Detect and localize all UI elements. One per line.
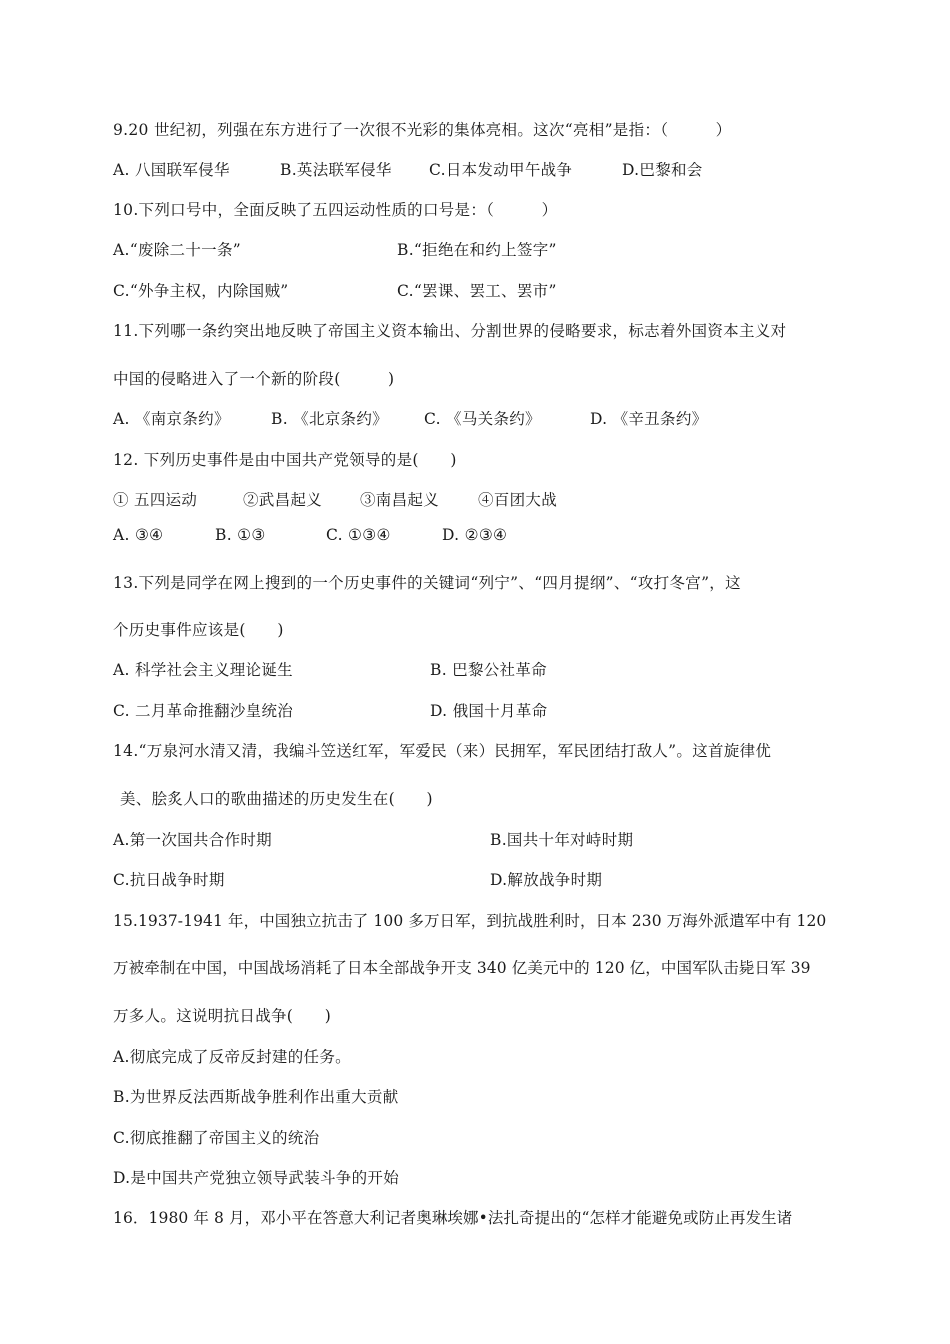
question-10-stem: 10.下列口号中，全面反映了五四运动性质的口号是：（ ） [113, 201, 558, 219]
question-12-event-4: ④百团大战 [478, 491, 558, 509]
question-9-option-a: A. 八国联军侵华 [113, 161, 230, 179]
question-9-option-b: B.英法联军侵华 [280, 161, 392, 179]
question-12-option-b: B. ①③ [215, 526, 266, 544]
question-15-option-d: D.是中国共产党独立领导武装斗争的开始 [113, 1169, 400, 1187]
question-14-option-d: D.解放战争时期 [490, 871, 603, 889]
question-11-option-d: D. 《辛丑条约》 [590, 410, 708, 428]
question-12-stem: 12. 下列历史事件是由中国共产党领导的是( ) [113, 451, 457, 469]
question-9-option-d: D.巴黎和会 [622, 161, 703, 179]
question-9-option-c: C.日本发动甲午战争 [429, 161, 573, 179]
question-14-option-c: C.抗日战争时期 [113, 871, 225, 889]
question-15-option-b: B.为世界反法西斯战争胜利作出重大贡献 [113, 1088, 399, 1106]
question-12-option-a: A. ③④ [113, 526, 164, 544]
question-15-stem-line-3: 万多人。这说明抗日战争( ) [113, 1007, 332, 1025]
question-14-option-b: B.国共十年对峙时期 [490, 831, 634, 849]
question-10-option-c: C.“外争主权，内除国贼” [113, 282, 289, 300]
question-14-stem-line-1: 14.“万泉河水清又清，我编斗笠送红军，军爱民（来）民拥军，军民团结打敌人”。这首旋律优 [113, 742, 772, 760]
question-15-stem-line-1: 15.1937-1941 年，中国独立抗击了 100 多万日军，到抗战胜利时，日本 230 万海外派遣军中有 120 [113, 912, 827, 930]
question-13-option-c: C. 二月革命推翻沙皇统治 [113, 702, 294, 720]
question-14-stem-line-2: 美、脍炙人口的歌曲描述的历史发生在( ) [120, 790, 433, 808]
question-14-option-a: A.第一次国共合作时期 [113, 831, 272, 849]
question-13-option-b: B. 巴黎公社革命 [430, 661, 547, 679]
question-12-event-1: ① 五四运动 [113, 491, 198, 509]
question-10-option-a: A.“废除二十一条” [113, 241, 241, 259]
question-9-stem: 9.20 世纪初，列强在东方进行了一次很不光彩的集体亮相。这次“亮相”是指：（ ） [113, 121, 732, 139]
question-13-option-a: A. 科学社会主义理论诞生 [113, 661, 293, 679]
question-15-option-c: C.彻底推翻了帝国主义的统治 [113, 1129, 320, 1147]
question-11-option-b: B. 《北京条约》 [271, 410, 388, 428]
question-11-option-c: C. 《马关条约》 [424, 410, 541, 428]
question-12-option-c: C. ①③④ [326, 526, 391, 544]
question-13-option-d: D. 俄国十月革命 [430, 702, 548, 720]
question-13-stem-line-2: 个历史事件应该是( ) [113, 621, 284, 639]
question-10-option-b: B.“拒绝在和约上签字” [397, 241, 557, 259]
question-16-stem: 16．1980 年 8 月，邓小平在答意大利记者奥琳埃娜•法扎奇提出的“怎样才能避免或防止再发生诸 [113, 1209, 793, 1227]
question-15-stem-line-2: 万被牵制在中国，中国战场消耗了日本全部战争开支 340 亿美元中的 120 亿，中国军队击毙日军 39 [113, 959, 811, 977]
question-15-option-a: A.彻底完成了反帝反封建的任务。 [113, 1048, 351, 1066]
question-11-stem-line-1: 11.下列哪一条约突出地反映了帝国主义资本输出、分割世界的侵略要求，标志着外国资本主义对 [113, 322, 787, 340]
question-13-stem-line-1: 13.下列是同学在网上搜到的一个历史事件的关键词“列宁”、“四月提纲”、“攻打冬宫”，这 [113, 574, 741, 592]
question-10-option-d: C.“罢课、罢工、罢市” [397, 282, 557, 300]
question-11-stem-line-2: 中国的侵略进入了一个新的阶段( ) [113, 370, 395, 388]
question-12-option-d: D. ②③④ [442, 526, 508, 544]
question-11-option-a: A. 《南京条约》 [113, 410, 230, 428]
question-12-event-3: ③南昌起义 [360, 491, 440, 509]
question-12-event-2: ②武昌起义 [243, 491, 323, 509]
